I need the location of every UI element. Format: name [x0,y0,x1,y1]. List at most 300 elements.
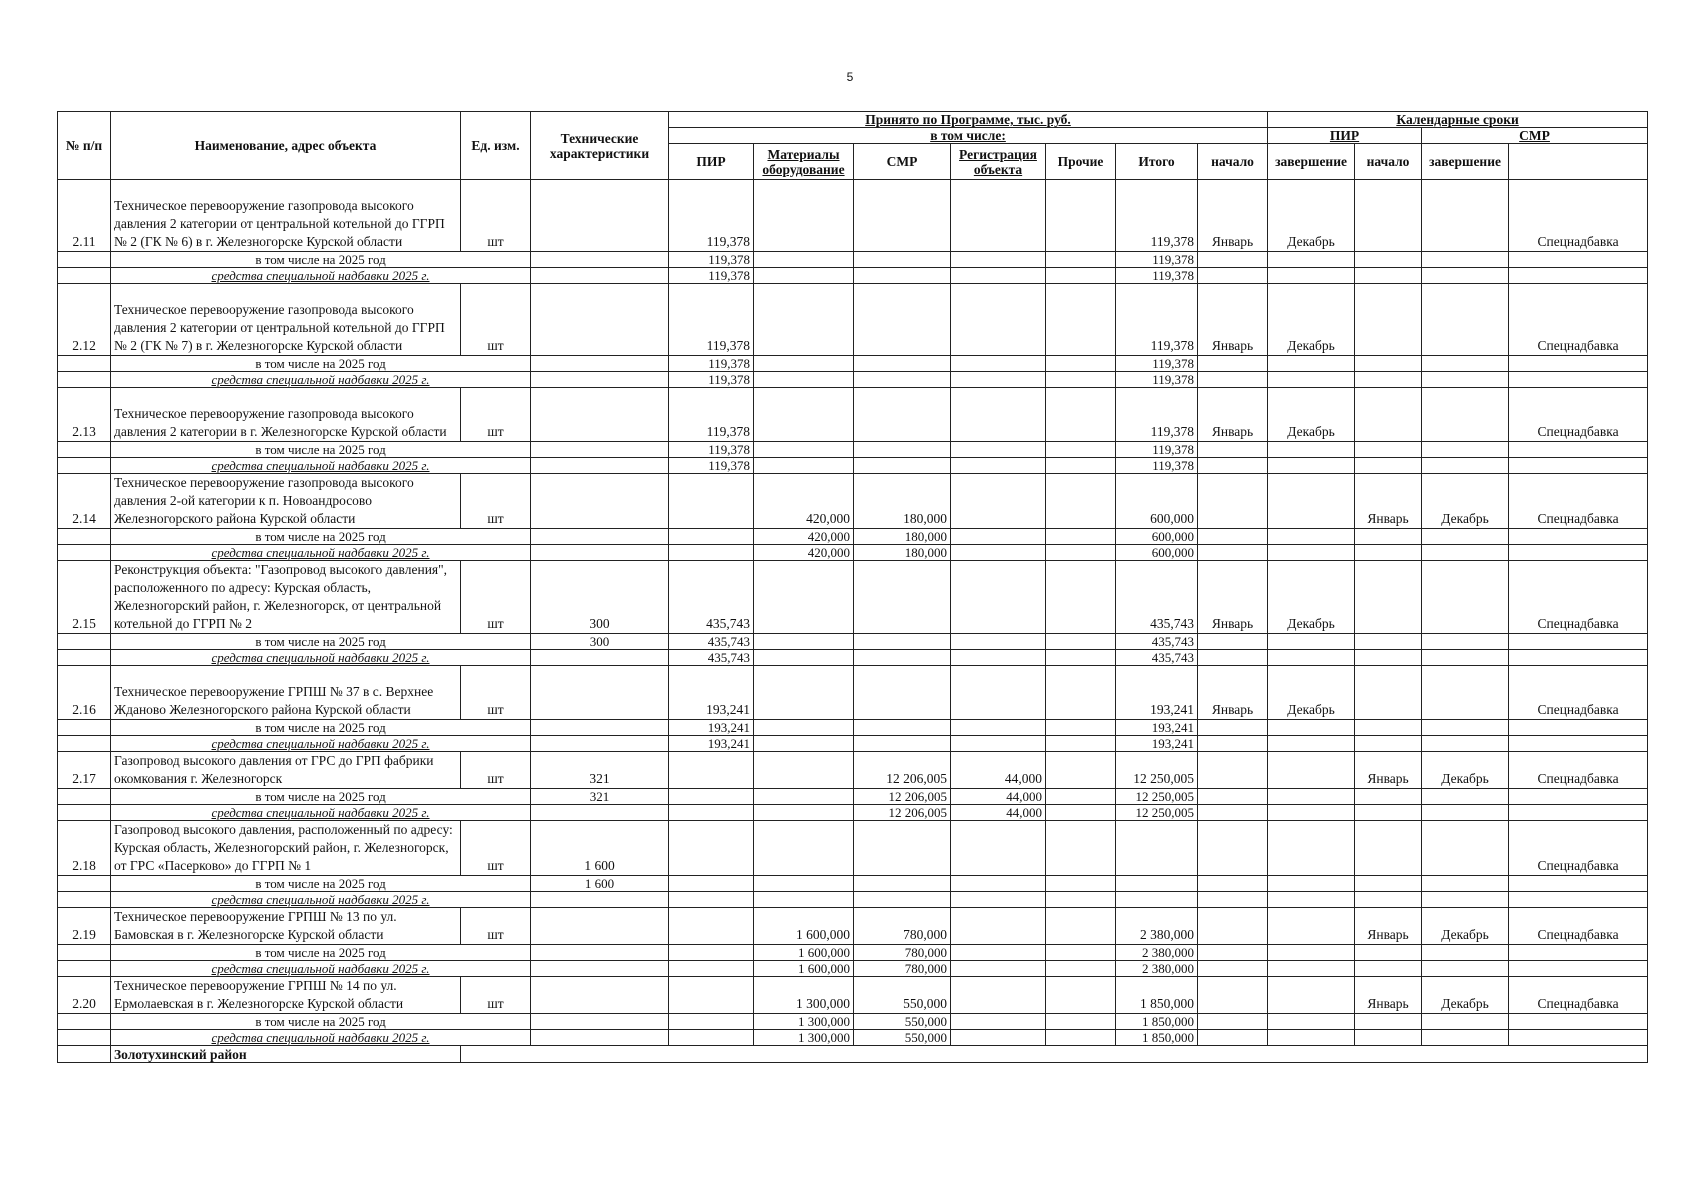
pir-start-cell [1198,977,1268,1014]
header-other: Прочие [1046,144,1116,180]
smr-cell: 780,000 [854,945,951,961]
district-row [58,1046,1648,1063]
table-row [58,752,1648,789]
table-row-year [58,252,1648,268]
other-cell [1046,789,1116,805]
year-label: в том числе на 2025 год [111,720,531,736]
empty-cell [58,650,111,666]
total-cell: 193,241 [1116,736,1198,752]
total-cell: 600,000 [1116,545,1198,561]
smr-start-cell [1355,388,1422,442]
empty-cell [1422,1014,1509,1030]
tech-cell [531,1030,669,1046]
empty-cell [1509,720,1648,736]
table-row-fund [58,372,1648,388]
header-num: № п/п [58,112,111,180]
empty-cell [1509,961,1648,977]
header-name: Наименование, адрес объекта [111,112,461,180]
header-end-smr: завершение [1422,144,1509,180]
smr-cell [854,876,951,892]
other-cell [1046,180,1116,252]
empty-cell [1509,634,1648,650]
empty-cell [1355,268,1422,284]
table-row-year [58,529,1648,545]
tech-cell [531,252,669,268]
empty-cell [1268,1030,1355,1046]
source-cell: Спецнадбавка [1509,666,1648,720]
unit-cell: шт [461,752,531,789]
tech-cell [531,545,669,561]
source-cell: Спецнадбавка [1509,388,1648,442]
empty-cell [1422,458,1509,474]
empty-cell [1422,892,1509,908]
year-label: в том числе на 2025 год [111,876,531,892]
registration-cell [951,821,1046,876]
other-cell [1046,284,1116,356]
materials-cell: 1 300,000 [754,1030,854,1046]
empty-cell [1198,805,1268,821]
object-name: Газопровод высокого давления, расположенный по адресу: Курская область, Железногорский район, г. Железногорск, от ГРС «Пасерково» до ГГРП № 1 [111,821,461,876]
empty-cell [1355,634,1422,650]
other-cell [1046,720,1116,736]
unit-cell: шт [461,908,531,945]
empty-cell [1268,442,1355,458]
smr-cell [854,458,951,474]
pir-cell [669,977,754,1014]
empty-cell [1355,442,1422,458]
object-name: Техническое перевооружение ГРПШ № 37 в с. Верхнее Жданово Железногорского района Курской области [111,666,461,720]
registration-cell [951,252,1046,268]
pir-cell [669,908,754,945]
registration-cell: 44,000 [951,789,1046,805]
header-total: Итого [1116,144,1198,180]
header-tech: Технические характеристики [531,112,669,180]
empty-cell [1355,876,1422,892]
table-row-fund [58,268,1648,284]
other-cell [1046,268,1116,284]
smr-cell [854,736,951,752]
materials-cell [754,736,854,752]
header-program-group: Принято по Программе, тыс. руб. [669,112,1268,128]
empty-cell [1355,961,1422,977]
registration-cell [951,961,1046,977]
source-cell: Спецнадбавка [1509,977,1648,1014]
tech-cell [531,388,669,442]
tech-cell [531,284,669,356]
other-cell [1046,474,1116,529]
materials-cell [754,666,854,720]
empty-cell [1355,545,1422,561]
materials-cell: 1 600,000 [754,908,854,945]
registration-cell [951,945,1046,961]
other-cell [1046,666,1116,720]
other-cell [1046,252,1116,268]
fund-label: средства специальной надбавки 2025 г. [111,458,531,474]
empty-cell [1422,529,1509,545]
empty-cell [1355,1030,1422,1046]
registration-cell [951,372,1046,388]
source-cell: Спецнадбавка [1509,284,1648,356]
fund-label: средства специальной надбавки 2025 г. [111,650,531,666]
empty-cell [1509,268,1648,284]
total-cell: 435,743 [1116,634,1198,650]
registration-cell [951,180,1046,252]
pir-start-cell [1198,752,1268,789]
empty-cell [1355,736,1422,752]
table-row [58,561,1648,634]
empty-cell [1198,736,1268,752]
smr-cell [854,666,951,720]
other-cell [1046,561,1116,634]
empty-cell [58,458,111,474]
header-cal-pir: ПИР [1268,128,1422,144]
header-cal-smr: СМР [1422,128,1648,144]
smr-start-cell: Январь [1355,977,1422,1014]
empty-cell [1509,252,1648,268]
smr-end-cell: Декабрь [1422,908,1509,945]
pir-cell [669,1014,754,1030]
fund-label: средства специальной надбавки 2025 г. [111,961,531,977]
header-registration: Регистрация объекта [951,144,1046,180]
other-cell [1046,961,1116,977]
empty-cell [1509,805,1648,821]
pir-cell: 119,378 [669,388,754,442]
empty-cell [461,1046,1648,1063]
other-cell [1046,977,1116,1014]
empty-cell [58,252,111,268]
year-label: в том числе на 2025 год [111,634,531,650]
unit-cell: шт [461,977,531,1014]
total-cell: 119,378 [1116,284,1198,356]
pir-cell: 435,743 [669,561,754,634]
header-calendar-group: Календарные сроки [1268,112,1648,128]
registration-cell [951,666,1046,720]
empty-cell [1422,736,1509,752]
empty-cell [1509,650,1648,666]
year-label: в том числе на 2025 год [111,1014,531,1030]
materials-cell [754,180,854,252]
pir-start-cell: Январь [1198,388,1268,442]
empty-cell [1355,892,1422,908]
empty-cell [58,961,111,977]
pir-end-cell: Декабрь [1268,666,1355,720]
empty-cell [1268,529,1355,545]
smr-cell [854,821,951,876]
total-cell: 12 250,005 [1116,789,1198,805]
table-row-year [58,945,1648,961]
table-row-year [58,1014,1648,1030]
empty-cell [1355,805,1422,821]
smr-cell [854,892,951,908]
empty-cell [1198,545,1268,561]
smr-cell: 180,000 [854,474,951,529]
empty-cell [1355,372,1422,388]
table-row-fund [58,545,1648,561]
pir-cell: 119,378 [669,252,754,268]
smr-cell [854,284,951,356]
tech-cell [531,474,669,529]
tech-cell: 300 [531,561,669,634]
empty-cell [1355,529,1422,545]
tech-cell [531,356,669,372]
header-unit: Ед. изм. [461,112,531,180]
registration-cell [951,388,1046,442]
total-cell: 119,378 [1116,458,1198,474]
year-label: в том числе на 2025 год [111,252,531,268]
empty-cell [1268,268,1355,284]
registration-cell [951,977,1046,1014]
registration-cell [951,474,1046,529]
empty-cell [1422,650,1509,666]
smr-cell [854,252,951,268]
pir-cell [669,945,754,961]
object-name: Техническое перевооружение газопровода высокого давления 2 категории в г. Железногорске Курской области [111,388,461,442]
header-end-pir: завершение [1268,144,1355,180]
empty-cell [58,268,111,284]
empty-cell [1355,720,1422,736]
smr-cell: 180,000 [854,529,951,545]
pir-cell: 119,378 [669,180,754,252]
total-cell: 12 250,005 [1116,752,1198,789]
empty-cell [1509,945,1648,961]
pir-cell [669,821,754,876]
tech-cell: 1 600 [531,876,669,892]
materials-cell: 420,000 [754,545,854,561]
empty-cell [1422,945,1509,961]
materials-cell [754,458,854,474]
year-label: в том числе на 2025 год [111,442,531,458]
empty-cell [1198,961,1268,977]
empty-cell [1355,945,1422,961]
page-number: 5 [846,70,854,84]
tech-cell [531,892,669,908]
pir-cell: 119,378 [669,268,754,284]
tech-cell: 1 600 [531,821,669,876]
total-cell: 1 850,000 [1116,977,1198,1014]
other-cell [1046,458,1116,474]
materials-cell: 1 300,000 [754,1014,854,1030]
table-row-fund [58,736,1648,752]
empty-cell [1198,634,1268,650]
empty-cell [1509,372,1648,388]
table-row [58,977,1648,1014]
source-cell: Спецнадбавка [1509,821,1648,876]
registration-cell [951,650,1046,666]
empty-cell [58,545,111,561]
smr-cell: 780,000 [854,908,951,945]
empty-cell [1268,634,1355,650]
tech-cell [531,736,669,752]
total-cell: 193,241 [1116,666,1198,720]
smr-start-cell [1355,561,1422,634]
smr-end-cell [1422,284,1509,356]
materials-cell [754,634,854,650]
registration-cell: 44,000 [951,752,1046,789]
materials-cell [754,752,854,789]
registration-cell [951,268,1046,284]
smr-cell: 780,000 [854,961,951,977]
empty-cell [1509,356,1648,372]
empty-cell [1198,458,1268,474]
smr-cell: 12 206,005 [854,752,951,789]
empty-cell [58,634,111,650]
other-cell [1046,388,1116,442]
pir-end-cell: Декабрь [1268,388,1355,442]
smr-cell [854,372,951,388]
empty-cell [1198,892,1268,908]
registration-cell [951,892,1046,908]
header-start-pir: начало [1198,144,1268,180]
empty-cell [1355,1014,1422,1030]
tech-cell [531,650,669,666]
object-name: Техническое перевооружение газопровода высокого давления 2 категории от центральной котельной до ГГРП № 2 (ГК № 6) в г. Железногорске Курской области [111,180,461,252]
other-cell [1046,1014,1116,1030]
empty-cell [1422,356,1509,372]
other-cell [1046,1030,1116,1046]
pir-cell [669,752,754,789]
total-cell: 119,378 [1116,268,1198,284]
registration-cell [951,1014,1046,1030]
smr-start-cell: Январь [1355,474,1422,529]
materials-cell: 420,000 [754,474,854,529]
empty-cell [1268,458,1355,474]
registration-cell: 44,000 [951,805,1046,821]
empty-cell [1198,789,1268,805]
empty-cell [1268,789,1355,805]
pir-start-cell [1198,474,1268,529]
materials-cell [754,356,854,372]
smr-cell [854,356,951,372]
registration-cell [951,736,1046,752]
registration-cell [951,720,1046,736]
empty-cell [1268,961,1355,977]
pir-cell [669,789,754,805]
smr-start-cell [1355,666,1422,720]
tech-cell [531,666,669,720]
fund-label: средства специальной надбавки 2025 г. [111,736,531,752]
tech-cell: 321 [531,789,669,805]
table-row-fund [58,1030,1648,1046]
tech-cell [531,442,669,458]
empty-cell [1422,1030,1509,1046]
empty-cell [58,945,111,961]
total-cell: 119,378 [1116,372,1198,388]
pir-cell: 119,378 [669,284,754,356]
empty-cell [1198,945,1268,961]
table-row [58,284,1648,356]
table-row [58,474,1648,529]
empty-cell [1509,458,1648,474]
empty-cell [1422,789,1509,805]
other-cell [1046,634,1116,650]
registration-cell [951,284,1046,356]
smr-start-cell: Январь [1355,752,1422,789]
smr-cell [854,268,951,284]
empty-cell [58,876,111,892]
materials-cell: 420,000 [754,529,854,545]
smr-start-cell [1355,284,1422,356]
total-cell [1116,892,1198,908]
empty-cell [1268,356,1355,372]
header-pir: ПИР [669,144,754,180]
total-cell: 119,378 [1116,180,1198,252]
pir-cell: 435,743 [669,634,754,650]
empty-cell [1509,1014,1648,1030]
empty-cell [1268,372,1355,388]
materials-cell [754,561,854,634]
table-row [58,908,1648,945]
pir-cell [669,545,754,561]
tech-cell: 321 [531,752,669,789]
header-including: в том числе: [669,128,1268,144]
empty-cell [58,356,111,372]
source-cell: Спецнадбавка [1509,474,1648,529]
table-row [58,388,1648,442]
pir-cell [669,474,754,529]
total-cell: 119,378 [1116,356,1198,372]
smr-end-cell [1422,821,1509,876]
empty-cell [1422,961,1509,977]
pir-start-cell [1198,908,1268,945]
table-row-fund [58,892,1648,908]
materials-cell [754,442,854,458]
registration-cell [951,458,1046,474]
unit-cell: шт [461,388,531,442]
program-table [57,111,1648,1063]
tech-cell [531,805,669,821]
registration-cell [951,908,1046,945]
materials-cell [754,268,854,284]
total-cell: 2 380,000 [1116,945,1198,961]
total-cell: 193,241 [1116,720,1198,736]
tech-cell [531,720,669,736]
row-index: 2.17 [58,752,111,789]
pir-start-cell: Январь [1198,180,1268,252]
smr-end-cell: Декабрь [1422,977,1509,1014]
empty-cell [1509,1030,1648,1046]
empty-cell [58,892,111,908]
pir-cell: 193,241 [669,720,754,736]
registration-cell [951,356,1046,372]
tech-cell [531,180,669,252]
pir-end-cell: Декабрь [1268,180,1355,252]
table-row-year [58,442,1648,458]
tech-cell [531,1014,669,1030]
empty-cell [1422,545,1509,561]
registration-cell [951,1030,1046,1046]
source-cell: Спецнадбавка [1509,561,1648,634]
unit-cell: шт [461,561,531,634]
pir-cell: 119,378 [669,356,754,372]
tech-cell [531,945,669,961]
empty-cell [1355,458,1422,474]
empty-cell [1355,789,1422,805]
row-index: 2.12 [58,284,111,356]
unit-cell: шт [461,180,531,252]
row-index: 2.19 [58,908,111,945]
pir-cell [669,1030,754,1046]
smr-cell: 180,000 [854,545,951,561]
pir-start-cell: Январь [1198,666,1268,720]
total-cell: 600,000 [1116,474,1198,529]
table-row-year [58,634,1648,650]
unit-cell: шт [461,284,531,356]
row-index: 2.16 [58,666,111,720]
other-cell [1046,650,1116,666]
smr-start-cell [1355,180,1422,252]
pir-cell: 119,378 [669,372,754,388]
pir-start-cell: Январь [1198,561,1268,634]
